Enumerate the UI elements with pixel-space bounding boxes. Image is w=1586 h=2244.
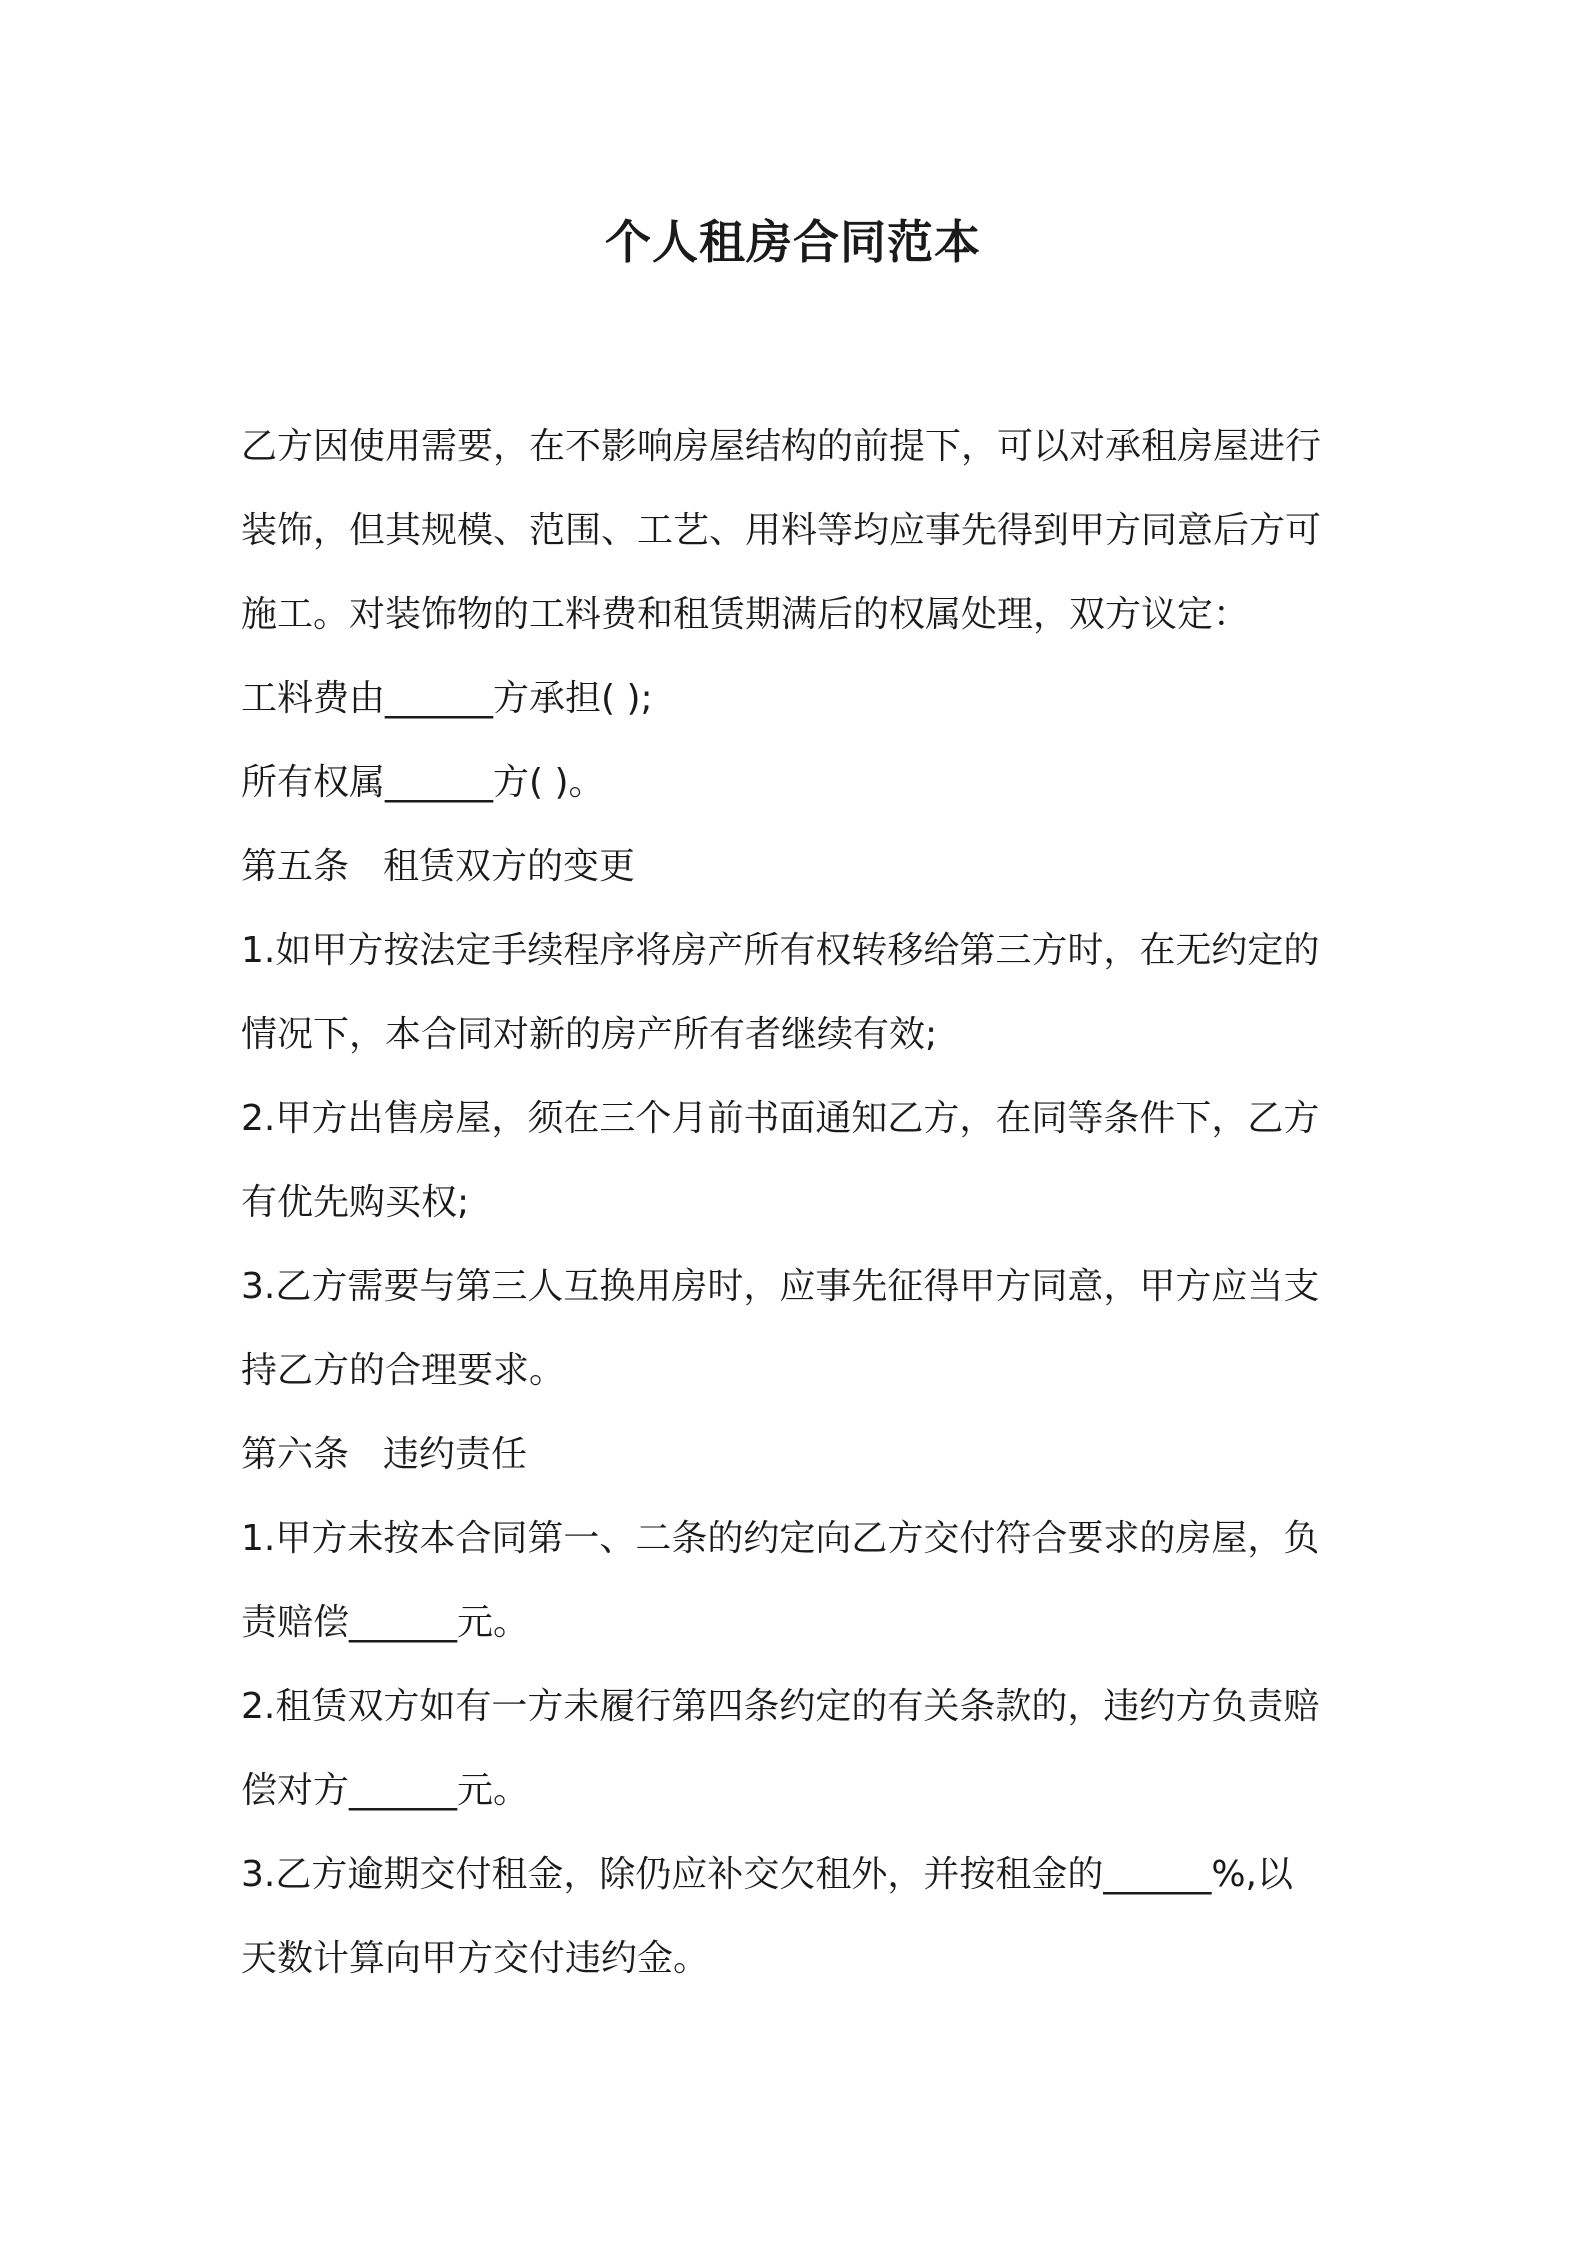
fill-in-line: 所有权属______方( )。 (241, 762, 605, 803)
clause-line: 2.甲方出售房屋，须在三个月前书面通知乙方，在同等条件下，乙方 (241, 1098, 1320, 1139)
article-heading (241, 825, 1361, 909)
clause-line: 持乙方的合理要求。 (241, 1350, 566, 1391)
clause-line: 2.租赁双方如有一方未履行第四条约定的有关条款的，违约方负责赔 (241, 1686, 1320, 1727)
paragraph-line: 乙方因使用需要，在不影响房屋结构的前提下，可以对承租房屋进行 (241, 426, 1322, 467)
fill-in-line: 工料费由______方承担( ); (241, 678, 653, 719)
clause-line: 情况下，本合同对新的房产所有者继续有效; (241, 1014, 938, 1055)
article-number: 第六条 (241, 1434, 350, 1475)
article-number: 第五条 (241, 846, 350, 887)
paragraph-line: 装饰，但其规模、范围、工艺、用料等均应事先得到甲方同意后方可 (241, 510, 1322, 551)
clause-line: 责赔偿______元。 (241, 1602, 530, 1643)
document-body (241, 405, 1361, 2001)
document-title: 个人租房合同范本 (605, 215, 981, 269)
clause-line: 3.乙方需要与第三人互换用房时，应事先征得甲方同意，甲方应当支 (241, 1266, 1320, 1307)
clause-line: 天数计算向甲方交付违约金。 (241, 1938, 710, 1979)
clause-line: 1.如甲方按法定手续程序将房产所有权转移给第三方时，在无约定的 (241, 930, 1320, 971)
clause-line: 1.甲方未按本合同第一、二条的约定向乙方交付符合要求的房屋，负 (241, 1518, 1320, 1559)
clause-line: 偿对方______元。 (241, 1770, 530, 1811)
clause-line: 有优先购买权; (241, 1182, 470, 1223)
article-heading (241, 1413, 1361, 1497)
article-title: 违约责任 (383, 1434, 528, 1475)
clause-line: 3.乙方逾期交付租金，除仍应补交欠租外，并按租金的______%,以 (241, 1854, 1293, 1895)
paragraph-line: 施工。对装饰物的工料费和租赁期满后的权属处理，双方议定： (241, 594, 1250, 635)
article-title: 租赁双方的变更 (383, 846, 636, 887)
